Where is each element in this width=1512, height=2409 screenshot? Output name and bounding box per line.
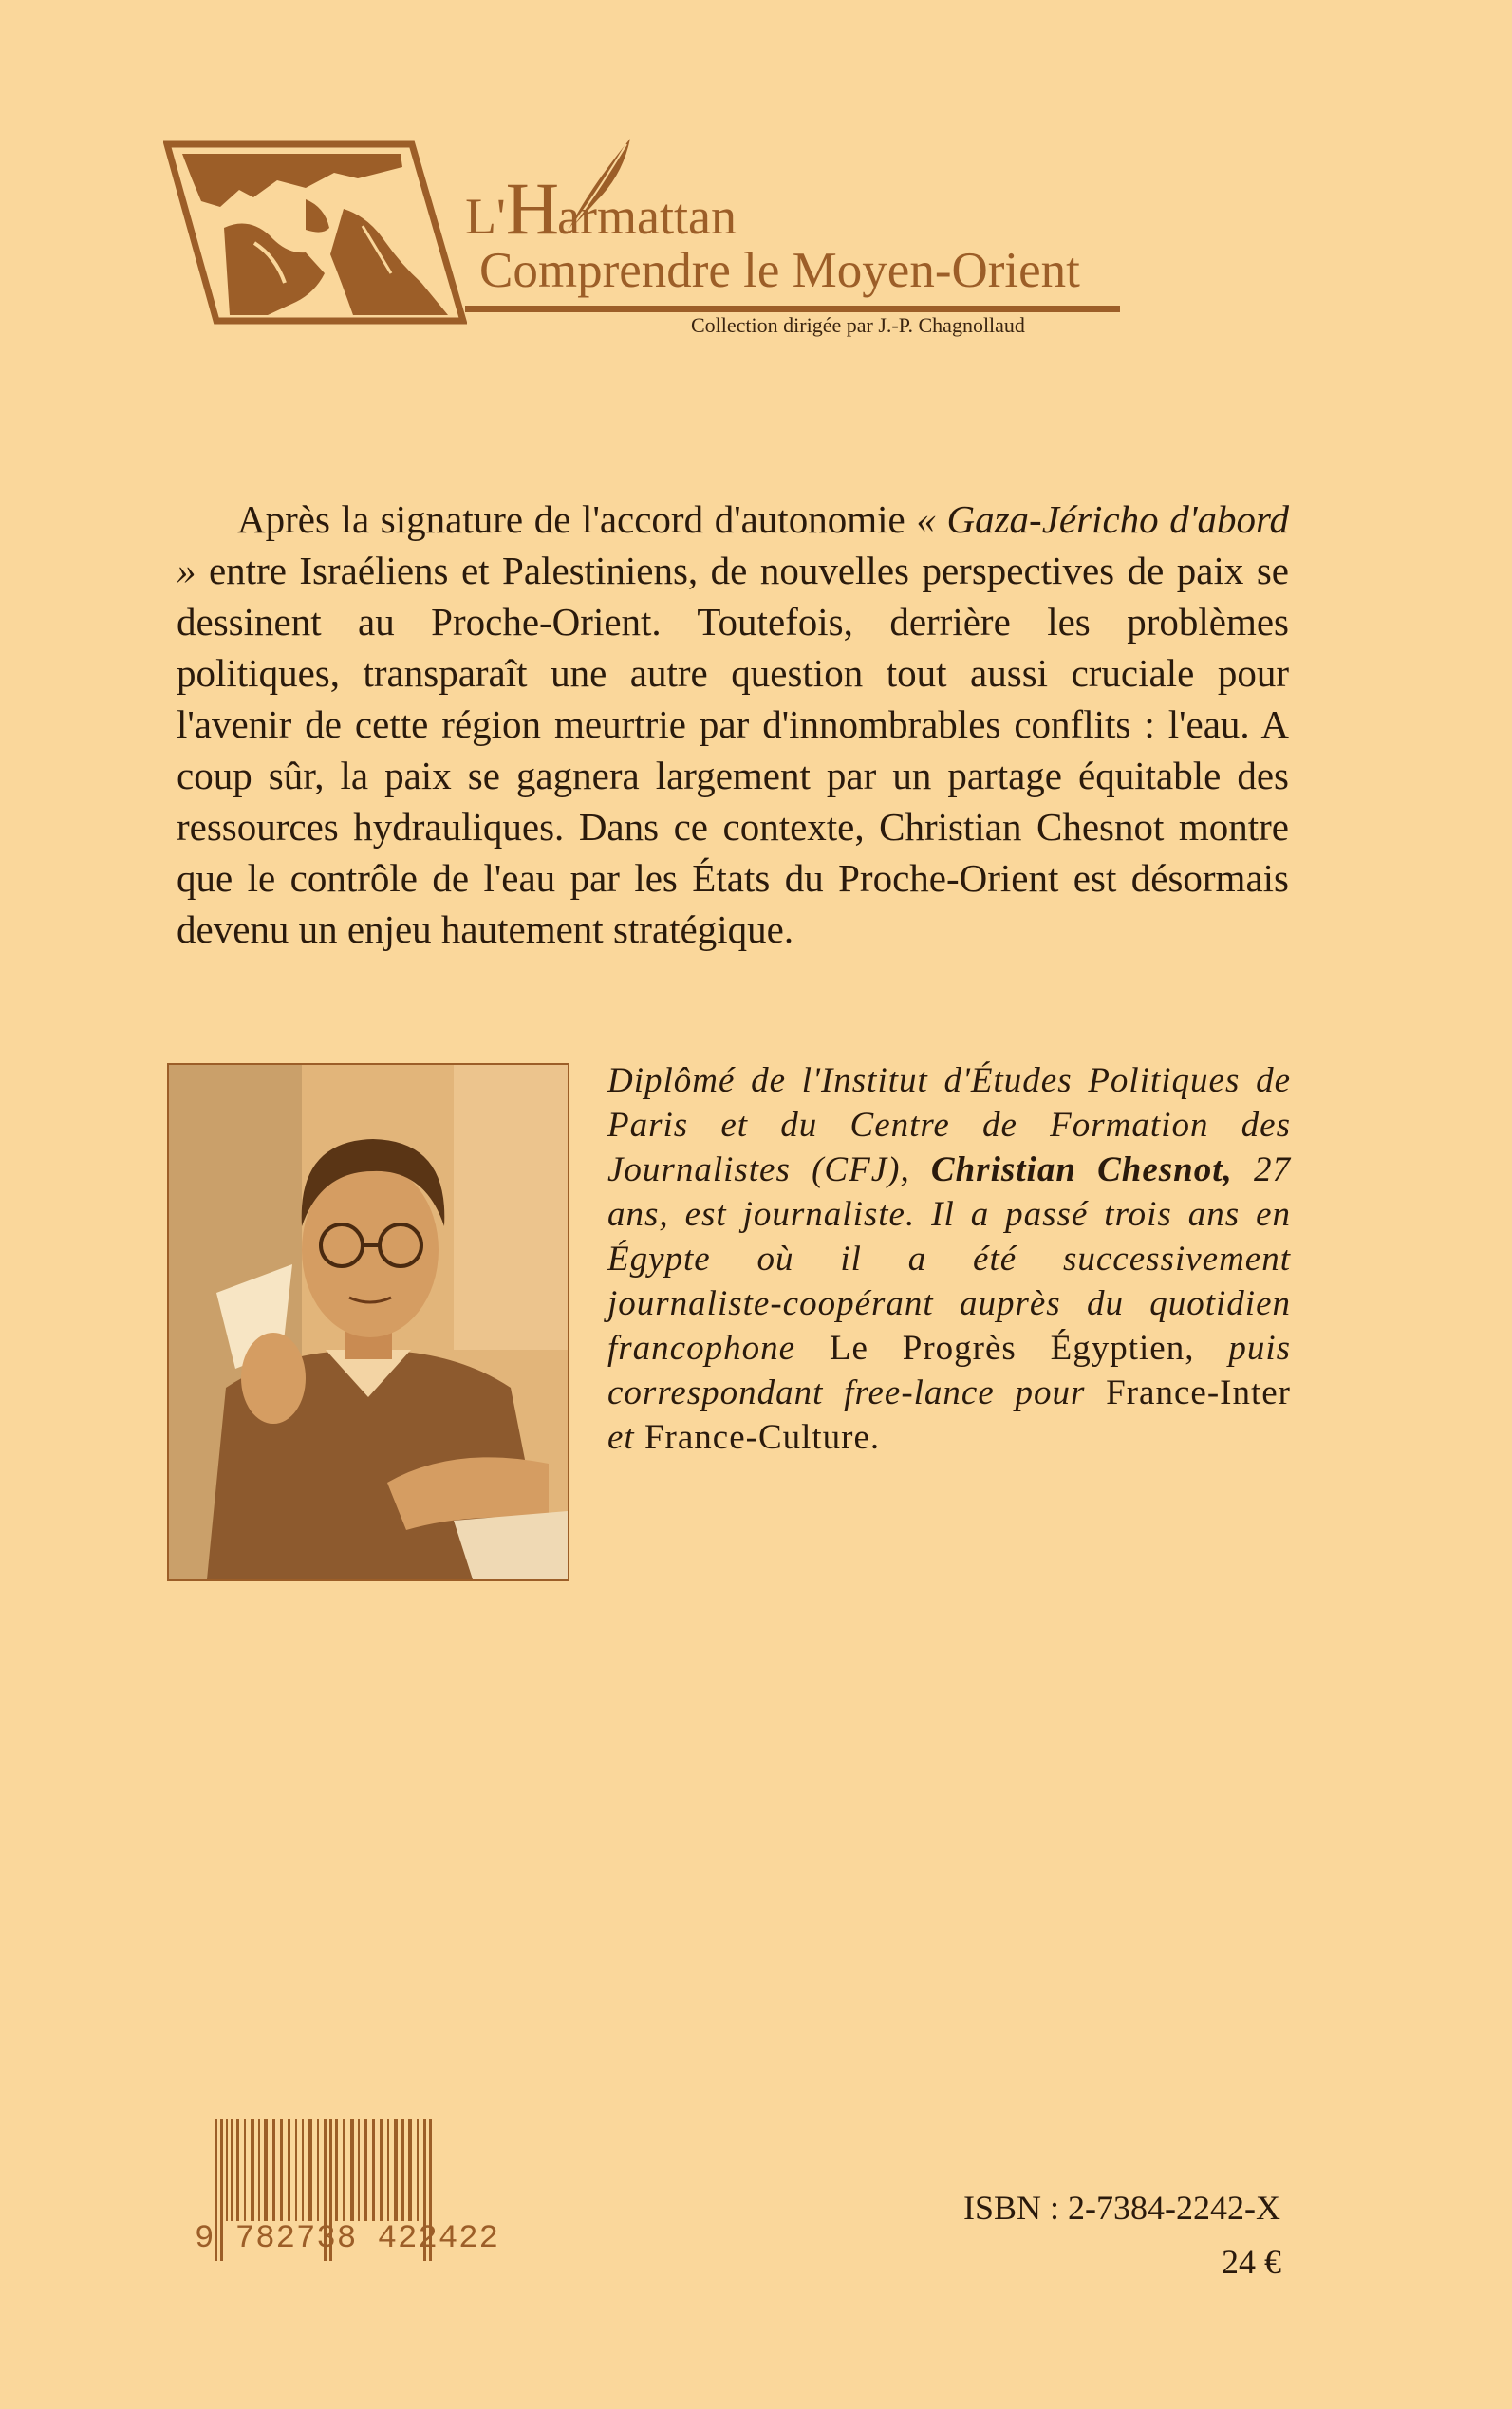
blurb-part-2: entre Israéliens et Palestiniens, de nouvelles perspectives de paix se dessinent au Proche-Orient. Toutefois, derrière les problèmes politiques, transparaît une autre question tout aussi cruciale pour l'avenir de cette région meurtrie par d'innombrables conflits : l'eau. A coup sûr, la paix se gagnera largement par un partage équitable des ressources hydrauliques. Dans ce contexte, Christian Chesnot montre que le contrôle de l'eau par les États du Proche-Orient est désormais devenu un enjeu hautement stratégique. xyxy=(177,549,1289,951)
bio-conjunction: et xyxy=(607,1418,635,1457)
barcode-bar xyxy=(372,2119,375,2221)
barcode-bar xyxy=(308,2119,312,2221)
blurb-part-1: Après la signature de l'accord d'autonomie xyxy=(237,497,905,541)
barcode-bar xyxy=(401,2119,404,2221)
barcode-bar xyxy=(343,2119,345,2221)
barcode-bar xyxy=(226,2119,228,2221)
radio-station-2: France-Culture. xyxy=(644,1418,881,1457)
barcode-bar xyxy=(236,2119,239,2221)
barcode-bar xyxy=(358,2119,360,2221)
brand-initial: H xyxy=(505,167,558,250)
price: 24 € xyxy=(1222,2243,1281,2281)
header-rule xyxy=(465,306,1120,312)
book-blurb xyxy=(177,494,1289,955)
barcode-bar xyxy=(231,2119,233,2221)
newspaper-name: Le Progrès Égyptien, xyxy=(829,1329,1195,1368)
collection-title: Comprendre le Moyen-Orient xyxy=(479,243,1080,298)
middle-east-map-logo xyxy=(163,140,467,326)
barcode-bar xyxy=(272,2119,275,2221)
blurb-italic-title: « Gaza-Jéricho d'abord » xyxy=(177,497,1289,592)
barcode-bar xyxy=(417,2119,419,2221)
brand-prefix: L' xyxy=(465,188,506,245)
author-bio xyxy=(607,1058,1291,1460)
bio-middle: 27 ans, est journaliste. Il a passé trois ans en Égypte où il a été successivement journaliste-coopérant auprès du quotidien francophone xyxy=(607,1150,1292,1368)
barcode-bar xyxy=(364,2119,367,2221)
bio-middle-2: puis correspondant free-lance pour xyxy=(607,1329,1291,1412)
barcode-bar xyxy=(335,2119,338,2221)
bio-intro: Diplômé de l'Institut d'Études Politiques de Paris et du Centre de Formation des Journalistes (CFJ), xyxy=(607,1061,1291,1189)
barcode-bar xyxy=(288,2119,290,2221)
author-name: Christian Chesnot, xyxy=(930,1150,1233,1189)
barcode-bar xyxy=(350,2119,354,2221)
collection-director: Collection dirigée par J.-P. Chagnollaud xyxy=(691,313,1025,337)
barcode-bar xyxy=(251,2119,254,2221)
barcode-bar xyxy=(244,2119,246,2221)
barcode-bar xyxy=(380,2119,383,2221)
barcode-bar xyxy=(264,2119,268,2221)
barcode-bar xyxy=(408,2119,412,2221)
barcode-bar xyxy=(280,2119,283,2221)
brand-rest: armattan xyxy=(557,188,737,245)
barcode-digits: 9 782738 422422 xyxy=(195,2221,500,2257)
author-photo xyxy=(167,1063,569,1581)
barcode-bar xyxy=(317,2119,319,2221)
barcode-bar xyxy=(258,2119,260,2221)
publisher-name xyxy=(465,167,737,250)
isbn-number: ISBN : 2-7384-2242-X xyxy=(963,2189,1280,2227)
barcode-bar xyxy=(302,2119,304,2221)
barcode-bar xyxy=(295,2119,297,2221)
barcode-bar xyxy=(387,2119,389,2221)
radio-station-1: France-Inter xyxy=(1106,1373,1291,1412)
barcode-bar xyxy=(394,2119,398,2221)
